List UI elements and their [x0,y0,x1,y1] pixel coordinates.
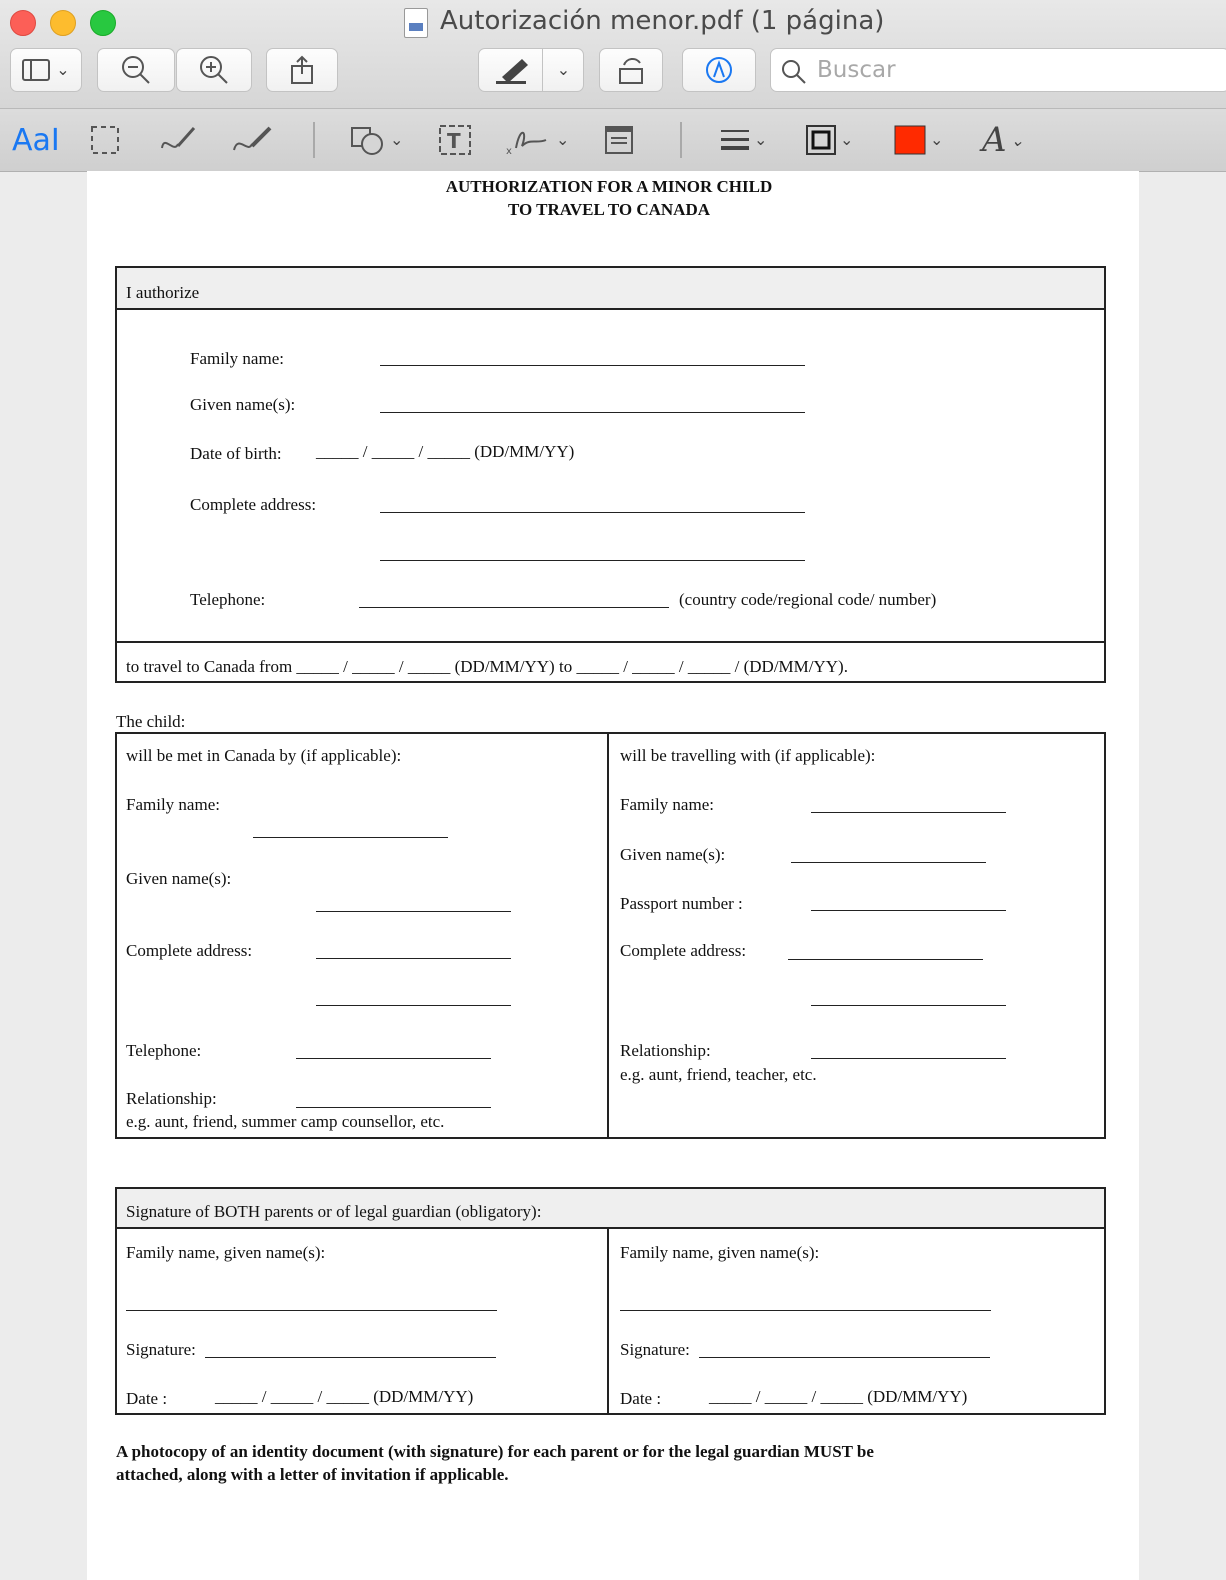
chevron-down-icon: ⌄ [556,62,571,79]
met-address-line-1[interactable] [316,958,511,959]
rotate-button[interactable] [599,48,663,92]
companion-passport-line[interactable] [811,910,1006,911]
companion-relationship-example: e.g. aunt, friend, teacher, etc. [620,1065,817,1084]
highlight-icon [492,55,532,85]
child-address-line-1[interactable] [380,512,805,513]
chevron-down-icon: ⌄ [556,132,570,149]
identity-note-line-1: A photocopy of an identity document (with signature) for each parent or for the legal guardian MUST be [116,1442,874,1461]
parent2-signature-label: Signature: [620,1340,690,1359]
note-tool[interactable] [604,118,634,162]
text-style-tool[interactable] [982,118,1024,162]
sketch-tool[interactable] [158,118,198,162]
line-style-tool[interactable] [720,118,767,162]
parent2-names-label: Family name, given name(s): [620,1243,820,1262]
met-by-header: will be met in Canada by (if applicable): [126,746,402,765]
met-relationship-example: e.g. aunt, friend, summer camp counsellor, etc. [126,1112,445,1131]
travel-divider [117,641,1104,643]
zoom-out-icon [121,55,151,85]
rect-selection-icon [90,125,120,155]
sketch-icon [158,124,198,156]
child-address-line-2[interactable] [380,560,805,561]
parent1-names-line[interactable] [126,1310,497,1311]
svg-text:x: x [506,146,512,156]
svg-text:T: T [447,129,461,153]
parent2-date-fields[interactable]: _____ / _____ / _____ (DD/MM/YY) [709,1387,968,1406]
child-family-name-label: Family name: [190,349,284,368]
child-family-name-line[interactable] [380,365,805,366]
fill-color-icon [894,125,926,155]
sidebar-toggle-button[interactable] [10,48,82,92]
border-color-tool[interactable] [806,118,853,162]
fill-color-tool[interactable] [894,118,943,162]
authorize-header: I authorize [126,283,200,302]
text-style-icon: A [982,120,1007,160]
child-escort-section [115,732,1106,1139]
pdf-page [87,171,1139,1580]
parent1-names-label: Family name, given name(s): [126,1243,326,1262]
zoom-out-button[interactable] [97,48,175,92]
companion-given-names-label: Given name(s): [620,845,726,864]
parent2-date-label: Date : [620,1389,662,1408]
met-address-label: Complete address: [126,941,253,960]
chevron-down-icon: ⌄ [754,132,768,149]
draw-tool[interactable] [230,118,276,162]
companion-family-name-line[interactable] [811,812,1006,813]
identity-note-line-2: attached, along with a letter of invitation if applicable. [116,1465,509,1484]
companion-passport-label: Passport number : [620,894,743,913]
line-style-icon [720,127,750,153]
highlight-button[interactable] [478,48,584,92]
shapes-tool[interactable] [350,118,403,162]
close-window-button[interactable] [10,10,36,36]
chevron-down-icon: ⌄ [1010,130,1024,150]
chevron-down-icon: ⌄ [930,132,944,149]
signature-header: Signature of BOTH parents or of legal guardian (obligatory): [126,1202,542,1221]
sign-icon [506,124,552,156]
child-dob-fields[interactable]: _____ / _____ / _____ (DD/MM/YY) [316,442,575,461]
draw-icon [230,124,276,156]
companion-family-name-label: Family name: [620,795,714,814]
pdf-document-icon [404,8,428,38]
minimize-window-button[interactable] [50,10,76,36]
signature-column-divider [607,1227,609,1415]
share-button[interactable] [266,48,338,92]
sidebar-icon [22,59,52,81]
textbox-icon [438,124,472,156]
share-icon [289,55,315,85]
companion-relationship-line[interactable] [811,1058,1006,1059]
document-title-line-2: TO TRAVEL TO CANADA [507,200,711,219]
child-telephone-hint: (country code/regional code/ number) [679,590,937,609]
parent2-names-line[interactable] [620,1310,991,1311]
rect-selection-tool[interactable] [90,118,120,162]
text-selection-tool[interactable]: AaI [12,122,60,158]
escort-column-divider [607,732,609,1139]
the-child-label: The child: [116,712,186,731]
zoom-in-button[interactable] [176,48,252,92]
child-given-names-label: Given name(s): [190,395,296,414]
toolbar-divider [680,122,682,158]
met-given-names-label: Given name(s): [126,869,232,888]
child-telephone-line[interactable] [359,607,669,608]
textbox-tool[interactable] [438,118,472,162]
window-title: Autorización menor.pdf (1 página) [440,6,885,36]
child-address-label: Complete address: [190,495,317,514]
companion-address-label: Complete address: [620,941,747,960]
met-address-line-2[interactable] [316,1005,511,1006]
parent1-signature-label: Signature: [126,1340,196,1359]
met-given-names-line[interactable] [316,911,511,912]
sign-tool[interactable] [506,118,569,162]
met-family-name-line[interactable] [253,837,448,838]
child-telephone-label: Telephone: [190,590,266,609]
companion-address-line-2[interactable] [811,1005,1006,1006]
child-dob-label: Date of birth: [190,444,282,463]
travelling-with-header: will be travelling with (if applicable): [620,746,876,765]
met-telephone-line[interactable] [296,1058,491,1059]
search-icon [781,59,807,85]
met-telephone-label: Telephone: [126,1041,202,1060]
search-field[interactable] [770,48,1226,92]
rotate-icon [616,55,646,85]
zoom-in-icon [199,55,229,85]
search-placeholder: Buscar [817,57,896,83]
zoom-window-button[interactable] [90,10,116,36]
toolbar-divider [313,122,315,158]
border-color-icon [806,125,836,155]
parent2-signature-line[interactable] [699,1357,990,1358]
document-title-line-1: AUTHORIZATION FOR A MINOR CHILD [445,177,773,196]
companion-address-line-1[interactable] [788,959,983,960]
shapes-icon [350,124,386,156]
met-relationship-line[interactable] [296,1107,491,1108]
travel-dates-line[interactable]: to travel to Canada from _____ / _____ / _____ (DD/MM/YY) to _____ / _____ / _____ / (DD/MM/YY). [126,657,848,676]
chevron-down-icon: ⌄ [840,132,854,149]
companion-given-names-line[interactable] [791,862,986,863]
note-icon [604,125,634,155]
met-relationship-label: Relationship: [126,1089,217,1108]
markup-toolbar-button[interactable] [682,48,756,92]
child-given-names-line[interactable] [380,412,805,413]
parent1-date-label: Date : [126,1389,168,1408]
parent1-date-fields[interactable]: _____ / _____ / _____ (DD/MM/YY) [215,1387,474,1406]
markup-icon [704,55,734,85]
met-family-name-label: Family name: [126,795,220,814]
parent1-signature-line[interactable] [205,1357,496,1358]
authorize-header-band [117,268,1104,310]
companion-relationship-label: Relationship: [620,1041,711,1060]
chevron-down-icon: ⌄ [56,62,70,79]
chevron-down-icon: ⌄ [390,132,404,149]
authorize-section [115,266,1106,683]
